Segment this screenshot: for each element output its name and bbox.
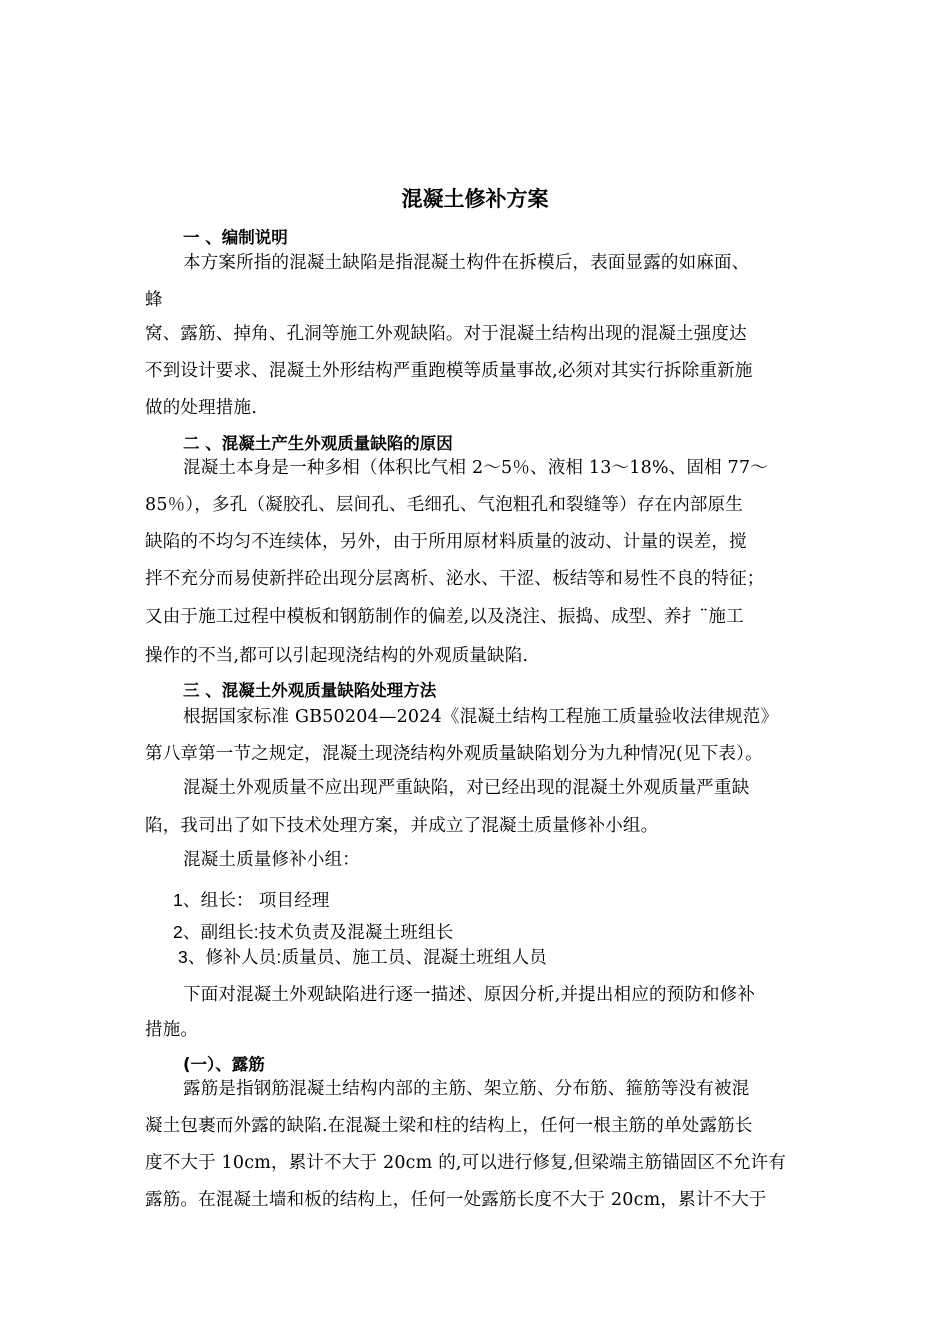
- paragraph-line: 陷，我司出了如下技术处理方案，并成立了混凝土质量修补小组。: [145, 816, 659, 836]
- paragraph-line: 蜂: [145, 290, 163, 310]
- team-item: 2、副组长:技术负责及混凝土班组长: [173, 922, 454, 942]
- paragraph-line: 下面对混凝土外观缺陷进行逐一描述、原因分析,并提出相应的预防和修补: [183, 985, 756, 1005]
- paragraph-line: 本方案所指的混凝土缺陷是指混凝土构件在拆模后，表面显露的如麻面、: [183, 253, 750, 273]
- paragraph-line: 根据国家标准 GB50204—2024《混凝土结构工程施工质量验收法律规范》: [183, 707, 779, 727]
- paragraph-line: 措施。: [145, 1020, 199, 1040]
- section-1-heading: 一 、编制说明: [183, 228, 288, 247]
- paragraph-line: 缺陷的不均匀不连续体，另外，由于所用原材料质量的波动、计量的误差，搅: [145, 532, 747, 552]
- paragraph-line: 不到设计要求、混凝土外形结构严重跑模等质量事故,必须对其实行拆除重新施: [145, 361, 753, 381]
- paragraph-line: 85％），多孔（凝胶孔、层间孔、毛细孔、气泡粗孔和裂缝等）存在内部原生: [145, 495, 744, 515]
- document-title: 混凝土修补方案: [401, 187, 549, 211]
- paragraph-line: 露筋。在混凝土墙和板的结构上，任何一处露筋长度不大于 20cm，累计不大于: [145, 1190, 767, 1210]
- paragraph-line: 凝土包裹而外露的缺陷.在混凝土梁和柱的结构上，任何一根主筋的单处露筋长: [145, 1116, 753, 1136]
- paragraph-line: 混凝土质量修补小组：: [183, 850, 360, 870]
- paragraph-line: 露筋是指钢筋混凝土结构内部的主筋、架立筋、分布筋、箍筋等没有被混: [183, 1079, 750, 1099]
- paragraph-line: 窝、露筋、掉角、孔洞等施工外观缺陷。对于混凝土结构出现的混凝土强度达: [145, 324, 747, 344]
- paragraph-line: 混凝土外观质量不应出现严重缺陷，对已经出现的混凝土外观质量严重缺: [183, 778, 750, 798]
- paragraph-line: 操作的不当,都可以引起现浇结构的外观质量缺陷.: [145, 646, 529, 666]
- section-2-heading: 二 、混凝土产生外观质量缺陷的原因: [183, 434, 453, 453]
- team-item: 1、组长： 项目经理: [173, 890, 330, 910]
- paragraph-line: 做的处理措施.: [145, 398, 257, 418]
- paragraph-line: 第八章第一节之规定，混凝土现浇结构外观质量缺陷划分为九种情况(见下表）。: [145, 744, 763, 764]
- paragraph-line: 混凝土本身是一种多相（体积比气相 2～5％、液相 13～18%、固相 77～: [183, 458, 768, 478]
- subsection-1-heading: (一）、露筋: [183, 1055, 265, 1074]
- team-item: 3、修补人员:质量员、施工员、混凝土班组人员: [178, 947, 547, 967]
- paragraph-line: 度不大于 10cm，累计不大于 20cm 的,可以进行修复,但梁端主筋锚固区不允许有: [145, 1153, 787, 1173]
- section-3-heading: 三 、混凝土外观质量缺陷处理方法: [183, 681, 437, 700]
- paragraph-line: 拌不充分而易使新拌砼出现分层离析、泌水、干涩、板结等和易性不良的特征；: [145, 569, 765, 589]
- paragraph-line: 又由于施工过程中模板和钢筋制作的偏差,以及浇注、振捣、成型、养扌¨施工: [145, 607, 744, 627]
